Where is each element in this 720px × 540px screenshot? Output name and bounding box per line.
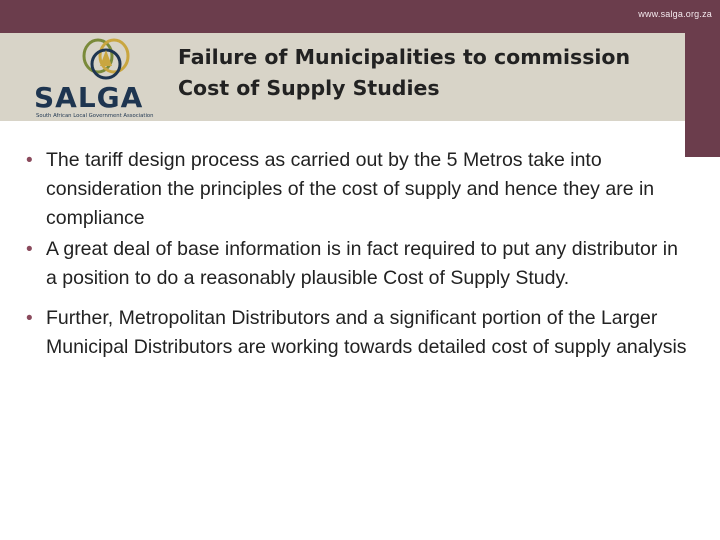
top-bar — [0, 0, 720, 33]
bullet-list — [20, 146, 690, 362]
title-line-1: Failure of Municipalities to commission — [178, 45, 631, 69]
bullet-item — [20, 146, 690, 233]
slide-title — [178, 42, 678, 104]
bullet-item — [20, 304, 690, 362]
website-url: www.salga.org.za — [638, 9, 712, 19]
bullet-item — [20, 235, 690, 293]
bullet-text: A great deal of base information is in fact required to put any distributor in a position to do a reasonably plausible Cost of Supply Study. — [46, 238, 678, 289]
bullet-dot-icon: • — [26, 308, 33, 329]
salga-logo — [30, 36, 190, 120]
bullet-text: Further, Metropolitan Distributors and a significant portion of the Larger Municipal Distributors are working towards detailed cost of supply analysis — [46, 307, 687, 358]
bullet-text: The tariff design process as carried out by the 5 Metros take into consideration the principles of the cost of supply and hence they are in compliance — [46, 149, 655, 229]
accent-block — [685, 33, 720, 157]
salga-emblem-icon — [30, 36, 190, 120]
bullet-dot-icon: • — [26, 150, 33, 171]
title-line-2: Cost of Supply Studies — [178, 76, 440, 100]
logo-wordmark: SALGA — [34, 81, 144, 114]
bullet-dot-icon: • — [26, 239, 33, 260]
logo-tagline: South African Local Government Association — [36, 113, 154, 119]
